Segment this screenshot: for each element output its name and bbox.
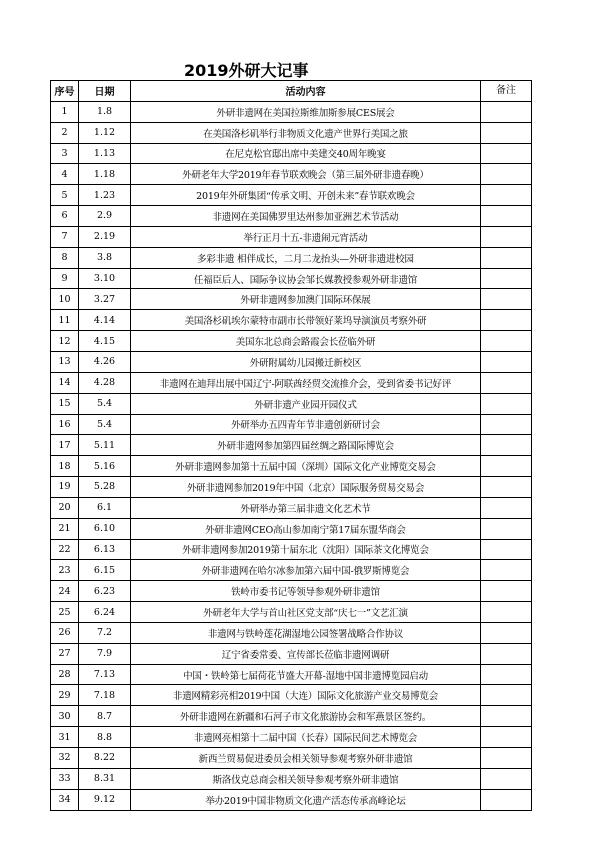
table-row <box>51 456 532 477</box>
cell-date: 7.18 <box>79 685 131 706</box>
cell-date: 3.10 <box>79 268 131 289</box>
cell-date: 9.12 <box>79 789 131 810</box>
table-row <box>51 748 532 769</box>
table-row <box>51 477 532 498</box>
header-no: 序号 <box>51 81 79 102</box>
table-row <box>51 643 532 664</box>
cell-activity: 外研举办第三届非遗文化艺术节 <box>131 497 481 518</box>
cell-activity: 外研举办五四青年节非遗创新研讨会 <box>131 414 481 435</box>
table-row <box>51 351 532 372</box>
table-row <box>51 247 532 268</box>
cell-no: 32 <box>51 748 79 769</box>
cell-no: 16 <box>51 414 79 435</box>
cell-no: 28 <box>51 664 79 685</box>
cell-no: 34 <box>51 789 79 810</box>
cell-note <box>481 372 532 393</box>
table-row <box>51 435 532 456</box>
cell-note <box>481 727 532 748</box>
cell-date: 5.28 <box>79 477 131 498</box>
table-row <box>51 122 532 143</box>
cell-date: 6.15 <box>79 560 131 581</box>
table-row <box>51 497 532 518</box>
cell-note <box>481 748 532 769</box>
cell-no: 27 <box>51 643 79 664</box>
cell-date: 7.13 <box>79 664 131 685</box>
cell-no: 25 <box>51 602 79 623</box>
cell-no: 21 <box>51 518 79 539</box>
cell-note <box>481 560 532 581</box>
cell-date: 6.10 <box>79 518 131 539</box>
cell-activity: 外研非遗网参加2019年中国（北京）国际服务贸易交易会 <box>131 477 481 498</box>
cell-no: 6 <box>51 206 79 227</box>
table-row <box>51 685 532 706</box>
cell-date: 2.9 <box>79 206 131 227</box>
cell-no: 1 <box>51 101 79 122</box>
cell-activity: 非遗网与铁岭莲花湖湿地公园签署战略合作协议 <box>131 622 481 643</box>
table-row <box>51 185 532 206</box>
cell-date: 7.9 <box>79 643 131 664</box>
table-row <box>51 289 532 310</box>
cell-note <box>481 456 532 477</box>
cell-date: 6.23 <box>79 581 131 602</box>
cell-activity: 2019年外研集团“传承文明、开创未来”春节联欢晚会 <box>131 185 481 206</box>
cell-date: 5.4 <box>79 414 131 435</box>
cell-no: 20 <box>51 497 79 518</box>
cell-activity: 美国洛杉矶埃尔蒙特市副市长带领好莱坞导演演员考察外研 <box>131 310 481 331</box>
cell-date: 6.13 <box>79 539 131 560</box>
table-row <box>51 372 532 393</box>
table-row <box>51 101 532 122</box>
cell-note <box>481 414 532 435</box>
cell-activity: 铁岭市委书记等领导参观外研非遗馆 <box>131 581 481 602</box>
cell-no: 13 <box>51 351 79 372</box>
cell-no: 19 <box>51 477 79 498</box>
cell-note <box>481 518 532 539</box>
cell-date: 6.24 <box>79 602 131 623</box>
cell-note <box>481 226 532 247</box>
cell-date: 4.14 <box>79 310 131 331</box>
cell-date: 2.19 <box>79 226 131 247</box>
cell-date: 8.31 <box>79 768 131 789</box>
cell-note <box>481 706 532 727</box>
cell-activity: 外研非遗网参加第十五届中国（深圳）国际文化产业博览交易会 <box>131 456 481 477</box>
header-activity: 活动内容 <box>131 81 481 102</box>
cell-no: 23 <box>51 560 79 581</box>
cell-no: 12 <box>51 331 79 352</box>
cell-no: 15 <box>51 393 79 414</box>
cell-activity: 外研非遗产业园开园仪式 <box>131 393 481 414</box>
cell-activity: 外研非遗网在新疆和石河子市文化旅游协会和军燕景区签约。 <box>131 706 481 727</box>
table-row <box>51 602 532 623</box>
cell-note <box>481 247 532 268</box>
cell-date: 3.8 <box>79 247 131 268</box>
cell-date: 4.28 <box>79 372 131 393</box>
cell-activity: 新西兰贸易促进委员会相关领导参观考察外研非遗馆 <box>131 748 481 769</box>
cell-activity: 非遗网亮相第十二届中国（长春）国际民间艺术博览会 <box>131 727 481 748</box>
table-header-row <box>51 81 532 102</box>
cell-activity: 中国・铁岭第七届荷花节盛大开幕-湿地中国非遗博览园启动 <box>131 664 481 685</box>
cell-no: 11 <box>51 310 79 331</box>
cell-activity: 举办2019中国非物质文化遗产活态传承高峰论坛 <box>131 789 481 810</box>
cell-no: 17 <box>51 435 79 456</box>
cell-no: 30 <box>51 706 79 727</box>
cell-note <box>481 539 532 560</box>
table-row <box>51 560 532 581</box>
table-row <box>51 226 532 247</box>
cell-date: 4.15 <box>79 331 131 352</box>
cell-activity: 外研非遗网在哈尔冰参加第六届中国-俄罗斯博览会 <box>131 560 481 581</box>
cell-no: 24 <box>51 581 79 602</box>
cell-note <box>481 664 532 685</box>
cell-note <box>481 331 532 352</box>
cell-note <box>481 206 532 227</box>
header-note: 备注 <box>481 81 532 102</box>
cell-activity: 非遗网在美国佛罗里达州参加亚洲艺术节活动 <box>131 206 481 227</box>
cell-date: 4.26 <box>79 351 131 372</box>
cell-activity: 非遗网在迪拜出展中国辽宁-阿联酋经贸交流推介会，受到省委书记好评 <box>131 372 481 393</box>
cell-activity: 美国东北总商会路霞会长莅临外研 <box>131 331 481 352</box>
cell-activity: 多彩非遗 相伴成长，二月二龙抬头—外研非遗进校园 <box>131 247 481 268</box>
cell-activity: 外研老年大学2019年春节联欢晚会（第三届外研非遗春晚） <box>131 164 481 185</box>
cell-date: 8.22 <box>79 748 131 769</box>
cell-note <box>481 477 532 498</box>
table-row <box>51 622 532 643</box>
cell-no: 29 <box>51 685 79 706</box>
cell-no: 22 <box>51 539 79 560</box>
cell-note <box>481 435 532 456</box>
cell-note <box>481 393 532 414</box>
cell-date: 5.11 <box>79 435 131 456</box>
cell-note <box>481 497 532 518</box>
cell-no: 4 <box>51 164 79 185</box>
cell-note <box>481 643 532 664</box>
cell-no: 10 <box>51 289 79 310</box>
table-row <box>51 706 532 727</box>
events-table <box>50 80 532 811</box>
cell-date: 8.8 <box>79 727 131 748</box>
cell-no: 2 <box>51 122 79 143</box>
cell-date: 8.7 <box>79 706 131 727</box>
table-row <box>51 206 532 227</box>
cell-date: 3.27 <box>79 289 131 310</box>
cell-date: 1.23 <box>79 185 131 206</box>
table-row <box>51 414 532 435</box>
cell-activity: 外研非遗网参加第四届丝绸之路国际博览会 <box>131 435 481 456</box>
table-body <box>51 101 532 810</box>
table-row <box>51 727 532 748</box>
cell-note <box>481 602 532 623</box>
cell-no: 33 <box>51 768 79 789</box>
cell-no: 18 <box>51 456 79 477</box>
cell-activity: 非遗网精彩亮相2019中国（大连）国际文化旅游产业交易博览会 <box>131 685 481 706</box>
cell-activity: 举行正月十五-非遗闹元宵活动 <box>131 226 481 247</box>
cell-no: 5 <box>51 185 79 206</box>
table-row <box>51 518 532 539</box>
table-row <box>51 539 532 560</box>
table-row <box>51 268 532 289</box>
cell-note <box>481 164 532 185</box>
cell-activity: 外研老年大学与首山社区党支部“庆七一”文艺汇演 <box>131 602 481 623</box>
cell-note <box>481 143 532 164</box>
cell-note <box>481 268 532 289</box>
cell-no: 31 <box>51 727 79 748</box>
header-date: 日期 <box>79 81 131 102</box>
table-row <box>51 164 532 185</box>
cell-date: 6.1 <box>79 497 131 518</box>
cell-note <box>481 351 532 372</box>
cell-activity: 在美国洛杉矶举行非物质文化遗产世界行美国之旅 <box>131 122 481 143</box>
table-row <box>51 581 532 602</box>
table-row <box>51 393 532 414</box>
table-row <box>51 789 532 810</box>
cell-no: 8 <box>51 247 79 268</box>
cell-no: 7 <box>51 226 79 247</box>
cell-note <box>481 622 532 643</box>
cell-date: 5.16 <box>79 456 131 477</box>
table-row <box>51 768 532 789</box>
cell-date: 1.13 <box>79 143 131 164</box>
table-row <box>51 664 532 685</box>
cell-note <box>481 685 532 706</box>
table-row <box>51 331 532 352</box>
cell-note <box>481 122 532 143</box>
cell-date: 5.4 <box>79 393 131 414</box>
cell-date: 7.2 <box>79 622 131 643</box>
cell-date: 1.12 <box>79 122 131 143</box>
cell-no: 14 <box>51 372 79 393</box>
cell-activity: 外研非遗网参加澳门国际环保展 <box>131 289 481 310</box>
cell-activity: 斯洛伐克总商会相关领导参观考察外研非遗馆 <box>131 768 481 789</box>
cell-activity: 辽宁省委常委、宣传部长莅临非遗网调研 <box>131 643 481 664</box>
cell-activity: 外研非遗网在美国拉斯维加斯参展CES展会 <box>131 101 481 122</box>
cell-note <box>481 310 532 331</box>
cell-no: 26 <box>51 622 79 643</box>
cell-activity: 外研非遗网CEO高山参加南宁第17届东盟华商会 <box>131 518 481 539</box>
cell-activity: 在尼克松官邸出席中美建交40周年晚宴 <box>131 143 481 164</box>
cell-activity: 任福臣后人、国际争议协会邹长媒教授参观外研非遗馆 <box>131 268 481 289</box>
table-row <box>51 143 532 164</box>
table-row <box>51 310 532 331</box>
cell-activity: 外研非遗网参加2019第十届东北（沈阳）国际茶文化博览会 <box>131 539 481 560</box>
cell-note <box>481 289 532 310</box>
cell-note <box>481 581 532 602</box>
cell-no: 3 <box>51 143 79 164</box>
cell-activity: 外研附属幼儿园搬迁新校区 <box>131 351 481 372</box>
cell-date: 1.18 <box>79 164 131 185</box>
cell-date: 1.8 <box>79 101 131 122</box>
cell-note <box>481 789 532 810</box>
cell-no: 9 <box>51 268 79 289</box>
cell-note <box>481 185 532 206</box>
cell-note <box>481 101 532 122</box>
page-title: 2019外研大记事 <box>184 61 309 80</box>
cell-note <box>481 768 532 789</box>
